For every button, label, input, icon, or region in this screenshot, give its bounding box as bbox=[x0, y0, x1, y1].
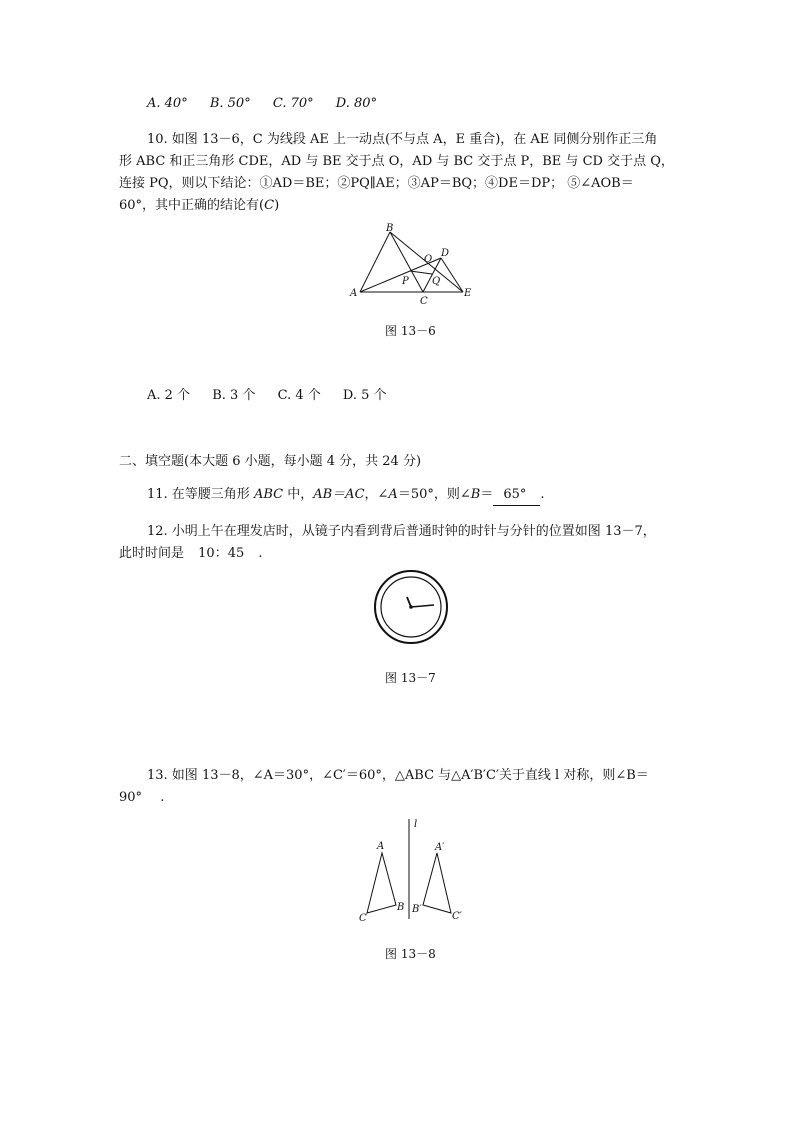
q9-option-a: A. 40° bbox=[147, 96, 188, 111]
label-a-prime: A′ bbox=[435, 842, 445, 853]
segment-de bbox=[441, 258, 463, 292]
label-a: A bbox=[377, 841, 385, 852]
label-p: P bbox=[402, 276, 409, 287]
q13-answer: 90° bbox=[119, 790, 143, 805]
figure-13-7-caption: 图 13－7 bbox=[385, 671, 436, 685]
q10-line-3: 连接 PQ，则以下结论：①AD＝BE；②PQ∥AE；③AP＝BQ；④DE＝DP； ⑤∠AOB＝ bbox=[119, 176, 634, 191]
q11-mid: 中， bbox=[283, 487, 314, 502]
q12-answer: 10：45 bbox=[198, 546, 245, 561]
label-o: O bbox=[424, 254, 433, 265]
figure-13-6-caption: 图 13－6 bbox=[385, 324, 436, 338]
clock-center bbox=[409, 605, 413, 609]
label-a: A bbox=[350, 288, 358, 299]
q13-end: . bbox=[160, 790, 165, 805]
q10-option-c: C. 4 个 bbox=[277, 388, 321, 403]
figure-13-8-caption: 图 13－8 bbox=[385, 947, 436, 961]
q13-line-2 bbox=[119, 788, 164, 808]
section-2-heading: 二、填空题(本大题 6 小题，每小题 4 分，共 24 分) bbox=[119, 454, 422, 469]
q9-option-d: D. 80° bbox=[335, 96, 378, 111]
label-e: E bbox=[464, 288, 472, 299]
q11-angle-a: A bbox=[388, 487, 398, 502]
q11-mid3: ＝50°，则∠ bbox=[397, 487, 471, 502]
q9-options bbox=[147, 94, 395, 114]
label-c: C bbox=[420, 296, 428, 307]
q10-options bbox=[147, 386, 405, 406]
label-q: Q bbox=[432, 276, 441, 287]
q11-prefix: 11. 在等腰三角形 bbox=[147, 487, 254, 502]
q11-angle-b: B bbox=[470, 487, 481, 502]
q11-end: . bbox=[540, 487, 545, 502]
q10-option-b: B. 3 个 bbox=[212, 388, 256, 403]
q10-line-4-prefix: 60°，其中正确的结论有( bbox=[119, 198, 265, 213]
q10-line-4 bbox=[119, 196, 279, 216]
q11-answer: 65° bbox=[493, 485, 540, 506]
q12-line-2 bbox=[119, 544, 263, 564]
q12-line-2-prefix: 此时时间是 bbox=[119, 546, 185, 561]
q11-triangle: ABC bbox=[253, 487, 284, 502]
triangle-abc bbox=[367, 853, 396, 913]
q10-line-1: 10. 如图 13－6，C 为线段 AE 上一动点(不与点 A，E 重合)，在 AE 同侧分别作正三角 bbox=[147, 132, 658, 147]
label-c: C bbox=[359, 913, 367, 924]
q12-line-1: 12. 小明上午在理发店时，从镜子内看到背后普通时钟的时针与分针的位置如图 13－7， bbox=[147, 524, 656, 539]
figure-13-8 bbox=[350, 815, 470, 925]
q9-option-b: B. 50° bbox=[209, 96, 251, 111]
label-d: D bbox=[441, 248, 450, 259]
q10-option-a: A. 2 个 bbox=[147, 388, 191, 403]
label-b: B bbox=[386, 223, 394, 234]
q11-mid2: ，∠ bbox=[364, 487, 389, 502]
q10-option-d: D. 5 个 bbox=[342, 388, 387, 403]
q9-option-c: C. 70° bbox=[272, 96, 314, 111]
q12-end: . bbox=[258, 546, 263, 561]
q10-line-4-suffix: ) bbox=[274, 198, 280, 213]
q13-line-1: 13. 如图 13－8，∠A＝30°，∠C′＝60°，△ABC 与△A′B′C′关于直线 l 对称，则∠B＝ bbox=[147, 768, 649, 783]
label-b: B bbox=[397, 902, 405, 913]
figure-13-7-clock bbox=[373, 569, 449, 645]
q11-equality: AB＝AC bbox=[313, 487, 365, 502]
q10-line-2: 形 ABC 和正三角形 CDE，AD 与 BE 交于点 O，AD 与 BC 交于点 P，BE 与 CD 交于点 Q， bbox=[119, 154, 674, 169]
triangle-a2b2c2 bbox=[423, 853, 451, 913]
label-b-prime: B′ bbox=[412, 904, 422, 915]
q11-text bbox=[147, 485, 545, 506]
label-c-prime: C′ bbox=[452, 911, 462, 922]
segment-ab bbox=[360, 232, 390, 292]
q10-answer: C bbox=[264, 198, 275, 213]
label-l: l bbox=[414, 819, 418, 830]
figure-13-6 bbox=[340, 220, 480, 310]
q11-mid4: ＝ bbox=[480, 487, 494, 502]
